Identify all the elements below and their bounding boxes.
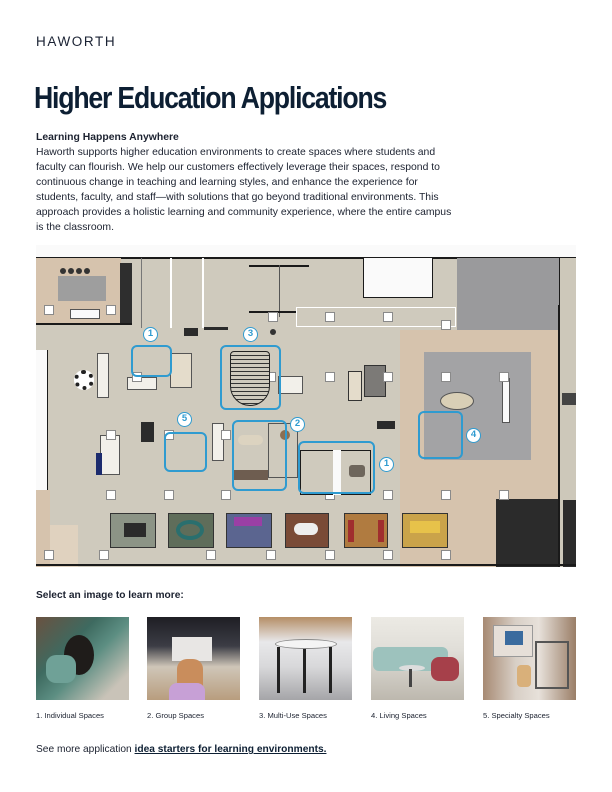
- storage-wall: [120, 263, 132, 323]
- haworth-logo: HAWORTH: [36, 34, 117, 49]
- tv-screen: [377, 421, 395, 429]
- grey-room: [457, 258, 560, 330]
- callout-badge-1[interactable]: 1: [143, 327, 158, 342]
- idea-starters-link[interactable]: idea starters for learning environments.: [134, 744, 327, 755]
- tv-screen: [184, 328, 198, 336]
- oval-table: [440, 392, 474, 410]
- callout-individual-spaces[interactable]: [131, 345, 172, 377]
- callout-individual-spaces-2[interactable]: [298, 441, 375, 494]
- callout-living-spaces[interactable]: [418, 411, 463, 459]
- L-desk: [278, 376, 303, 394]
- living-spaces-image[interactable]: [371, 617, 464, 700]
- callout-badge-2[interactable]: 2: [290, 417, 305, 432]
- individual-spaces-image[interactable]: [36, 617, 129, 700]
- caption[interactable]: 2. Group Spaces: [147, 711, 204, 720]
- caption[interactable]: 5. Specialty Spaces: [483, 711, 550, 720]
- shelf: [212, 423, 224, 461]
- gallery-item-specialty-spaces[interactable]: [483, 617, 576, 720]
- gallery-item-individual-spaces[interactable]: [36, 617, 129, 720]
- gallery: [36, 617, 576, 727]
- intro-body: Haworth supports higher education environments to create spaces where students and faculty can flourish. We help our customers effectively leverage their spaces, respond to continuous change in teaching and learning styles, and enhance the experience for students, faculty, and staff—with solutions that go beyond traditional environments. This approach provides a holistic learning and community experience, where the entire campus is the classroom.: [36, 147, 452, 233]
- round-table: [74, 370, 94, 390]
- caption[interactable]: 3. Multi-Use Spaces: [259, 711, 327, 720]
- callout-badge-3[interactable]: 3: [243, 327, 258, 342]
- callout-badge-4[interactable]: 4: [466, 428, 481, 443]
- meeting-table: [58, 276, 106, 301]
- gallery-item-living-spaces[interactable]: [371, 617, 464, 720]
- page-title: Higher Education Applications: [34, 80, 387, 115]
- footer-line: [36, 744, 326, 755]
- floor-plan: [36, 245, 576, 567]
- callout-group-spaces[interactable]: [232, 420, 287, 491]
- gallery-item-multi-use-spaces[interactable]: [259, 617, 352, 720]
- footer-text: See more application: [36, 744, 135, 755]
- intro-subtitle: Learning Happens Anywhere: [36, 132, 179, 143]
- group-spaces-image[interactable]: [147, 617, 240, 700]
- desk-pod: [100, 435, 120, 475]
- counter: [204, 327, 228, 330]
- bench: [70, 309, 100, 319]
- plan-top-margin: [36, 245, 576, 257]
- gallery-item-group-spaces[interactable]: [147, 617, 240, 720]
- left-stair: [36, 350, 48, 490]
- multi-use-room: [230, 351, 270, 406]
- long-desk: [97, 353, 109, 398]
- bench: [502, 378, 510, 423]
- bench-desk: [170, 353, 192, 388]
- callout-badge-5[interactable]: 5: [177, 412, 192, 427]
- shaft: [363, 258, 433, 298]
- caption[interactable]: 1. Individual Spaces: [36, 711, 104, 720]
- callout-specialty-spaces[interactable]: [164, 432, 207, 472]
- cabinet: [141, 422, 154, 442]
- callout-badge-1b[interactable]: 1: [379, 457, 394, 472]
- caption[interactable]: 4. Living Spaces: [371, 711, 427, 720]
- intro-section: [36, 130, 456, 235]
- multi-use-spaces-image[interactable]: [259, 617, 352, 700]
- gallery-prompt: Select an image to learn more:: [36, 590, 184, 601]
- specialty-spaces-image[interactable]: [483, 617, 576, 700]
